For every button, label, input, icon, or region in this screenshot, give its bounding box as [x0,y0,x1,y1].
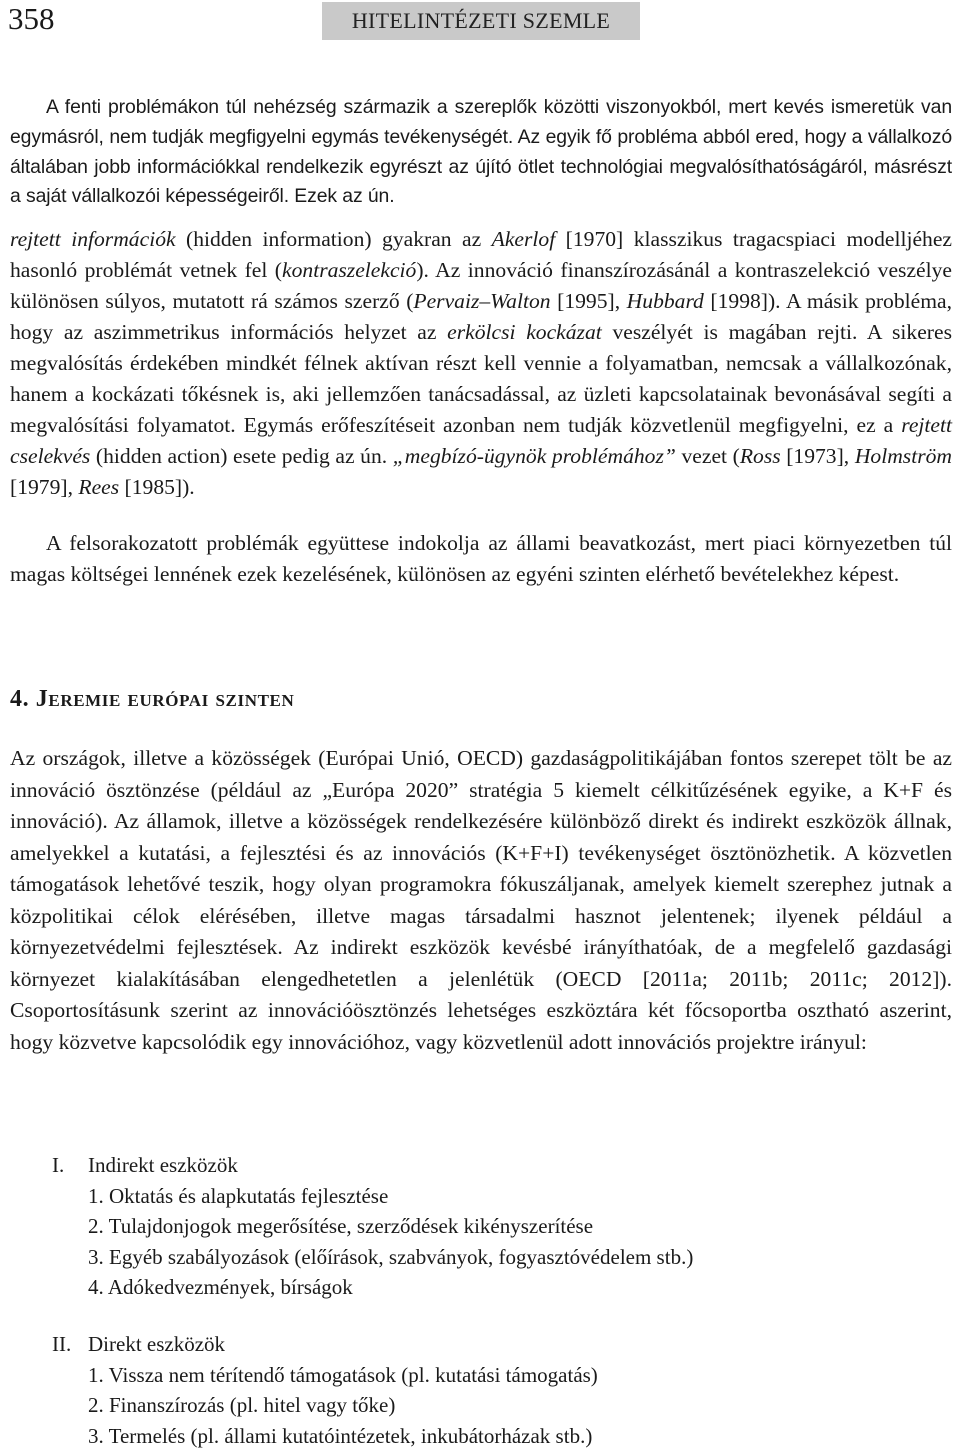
text-run: [1998]). A másik probléma, hogy az aszimmetrikus információs helyzet az [10,289,953,344]
term-hidden-information: rejtett információk [10,227,176,251]
list-item: 4. Adókedvezmények, bírságok [88,1275,353,1299]
list-item: 1. Vissza nem térítendő támogatások (pl. kutatási támogatás) [88,1362,598,1387]
paragraph-1-text: A fenti problémákon túl nehézség származik a szereplők közötti viszonyokból, mert kevés ismeretük van egymásról, nem tudják megfigyelni egymás tevékenységét. Az egyik fő probléma abból ered, hogy a vállalkozó általában jobb információkkal rendelkezik egyrészt az újító ötlet technológiai megvalósíthatóságáról, másrészt a saját vállalkozói képességeiről. Ezek az ún. [10,96,952,208]
text-run: [1970] klasszikus tragacspiaci modelljéhez hasonló problémát vetnek fel ( [10,227,952,282]
text-run: [1973], [780,444,855,468]
list-heading [52,1150,932,1181]
journal-title-banner [322,2,640,40]
paragraph-3-text: A felsorakozatott problémák együttese indokolja az állami beavatkozást, mert piaci környezetben túl magas költségei lennének ezek kezelésének, különösen az egyéni szinten elérhető bevételekhez képest. [10,531,952,586]
journal-title: HITELINTÉZETI SZEMLE [351,8,611,33]
text-run: [1995], [550,289,627,313]
author-ross: Ross [739,444,781,468]
author-hubbard: Hubbard [626,289,704,313]
list-indirect-tools [52,1150,932,1303]
term-hidden-action: rejtett cselekvés [10,413,952,468]
paragraph-2-text [10,224,952,503]
author-holmstrom: Holmström [854,444,952,468]
author-rees: Rees [78,475,120,499]
list-direct-tools [52,1329,932,1451]
text-run: ). Az innováció finanszírozásánál a kontraszelekció veszélye különösen súlyos, mutatott rá számos szerző ( [10,258,953,313]
paragraph-innovation-policy [10,743,952,1058]
page-number: 358 [8,1,55,36]
author-akerlof: Akerlof [491,227,556,251]
paragraph-state-intervention [10,528,952,590]
term-principal-agent: „megbízó-ügynök problémához” [392,444,676,468]
paragraph-problems [10,93,952,212]
text-run: (hidden information) gyakran az [175,227,492,251]
author-pervaiz-walton: Pervaiz–Walton [413,289,551,313]
list-numeral: I. [52,1153,65,1177]
list-item: 2. Tulajdonjogok megerősítése, szerződések kikényszerítése [88,1214,594,1238]
paragraph-information-asymmetry [10,224,952,503]
text-run: veszélyét is magában rejti. A sikeres megvalósítás érdekében mindkét félnek aktívan részt kell vennie a folyamatban, nemcsak a vállalkozónak, hanem a kockázati tőkésnek is, aki jellemzően tanácsadással, az üzleti kapcsolatainak bevonásával segíti a megvalósítási folyamatot. Egymás erőfeszítéseit azonban nem tudják közvetlenül megfigyelni, ez a [10,320,952,437]
list-item: 2. Finanszírozás (pl. hitel vagy tőke) [88,1393,396,1417]
list-numeral: II. [52,1332,72,1356]
paragraph-4-text: Az országok, illetve a közösségek (Európai Unió, OECD) gazdaságpolitikájában fontos szerepet tölt be az innováció ösztönzése (például az „Európa 2020” stratégia 5 kiemelt célkitűzésének egyike, a K+F és innováció). Az államok, illetve a közösségek rendelkezésére különböző direkt és indirekt eszközök állnak, amelyekkel a kutatási, a fejlesztési és az innovációs (K+F+I) tevékenységet ösztönözhetik. A közvetlen támogatások lehetővé teszik, hogy olyan programokra fókuszáljanak, amelyek kiemelt szerephez jutnak a közpolitikai célok elérésében, illetve magas társadalmi hasznot jelentenek; ilyenek például a környezetvédelmi fejlesztések. Az indirekt eszközök kevésbé irányíthatóak, de a megfelelő gazdasági környezet kialakításában elengedhetetlen a jelenlétük (OECD [2011a; 2011b; 2011c; 2012]). Csoportosításunk szerint az innovációösztönzés lehetséges eszköztára két főcsoportba osztható aszerint, hogy közvetve kapcsolódik egy innovációhoz, vagy közvetlenül adott innovációs projektre irányul: [10,746,952,1054]
term-moral-hazard: erkölcsi kockázat [447,320,602,344]
list-title: Direkt eszközök [88,1332,226,1356]
list-item: 3. Termelés (pl. állami kutatóintézetek, inkubátorházak stb.) [88,1423,593,1448]
list-heading [52,1329,932,1360]
term-adverse-selection: kontraszelekció [282,258,417,282]
text-run: [1985]). [119,475,195,499]
text-run: [1979], [10,475,79,499]
list-title: Indirekt eszközök [88,1153,238,1177]
text-run: vezet ( [675,444,740,468]
section-heading: 4. Jeremie európai szinten [10,686,295,712]
list-item: 3. Egyéb szabályozások (előírások, szabványok, fogyasztóvédelem stb.) [88,1244,694,1269]
text-run: (hidden action) esete pedig az ún. [90,444,393,468]
list-item: 1. Oktatás és alapkutatás fejlesztése [88,1183,389,1208]
